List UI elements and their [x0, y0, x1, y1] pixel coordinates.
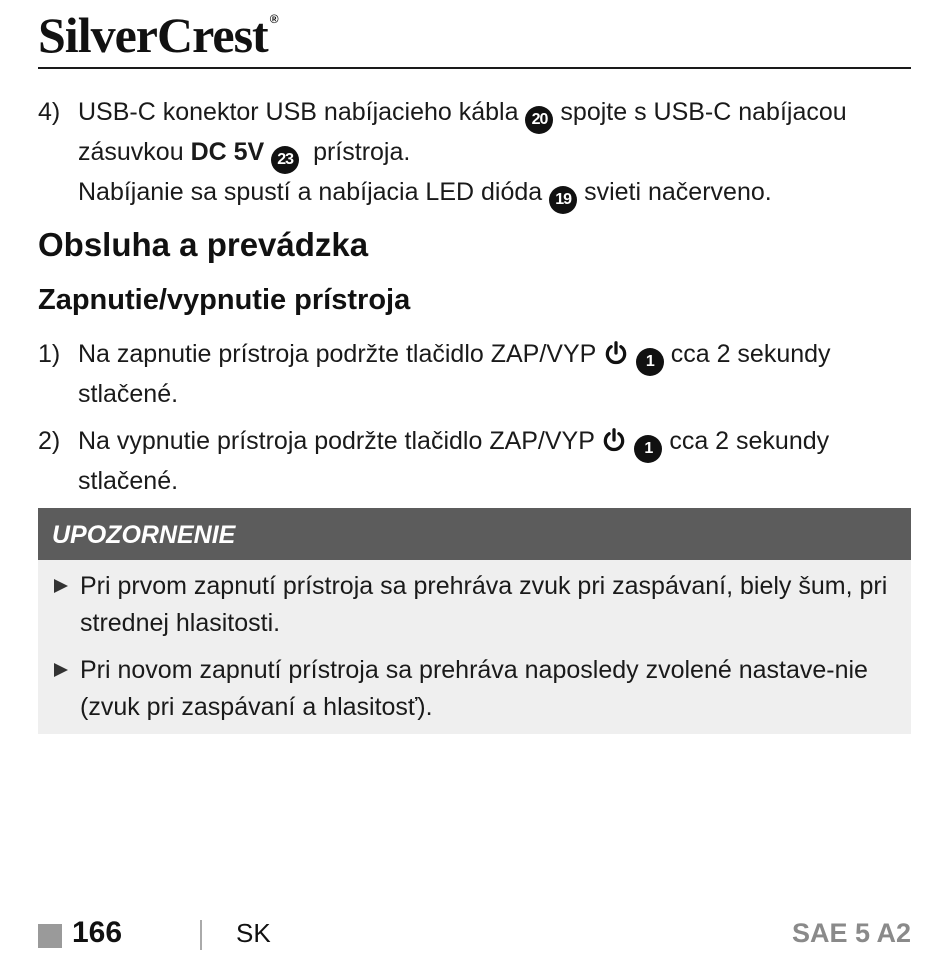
language-code: SK [236, 918, 271, 948]
step-text-part: prístroja. [313, 138, 411, 166]
header-rule [38, 67, 911, 69]
section-heading: Obsluha a prevádzka [38, 226, 369, 263]
ref-badge-20: 20 [525, 106, 553, 134]
operation-step [38, 423, 911, 500]
step-number: 1) [38, 340, 61, 368]
footer-square-marker [38, 924, 62, 948]
page-footer [38, 916, 911, 956]
triangle-bullet-icon [52, 652, 80, 726]
ref-badge-1: 1 [634, 435, 662, 463]
step-text [78, 423, 911, 500]
step-text-part: Nabíjanie sa spustí a nabíjacia LED dióda [78, 178, 543, 206]
power-icon [603, 340, 629, 366]
footer-separator [200, 920, 202, 950]
page-number: 166 [72, 916, 123, 949]
note-heading: UPOZORNENIE [38, 508, 911, 560]
charging-instructions [38, 94, 911, 214]
step-text-part: cca 2 sekundy stlačené. [78, 427, 830, 495]
note-list [38, 560, 911, 726]
step-text-part: Na vypnutie prístroja podržte tlačidlo ZAP/VYP [78, 427, 595, 455]
note-item-text: Pri prvom zapnutí prístroja sa prehráva zvuk pri zaspávaní, biely šum, pri strednej hlasitosti. [80, 572, 888, 637]
triangle-bullet-icon [52, 568, 80, 642]
ref-badge-23: 23 [271, 146, 299, 174]
operation-step [38, 336, 911, 413]
step-text [78, 94, 911, 214]
brand-logo [38, 6, 278, 64]
step-text-part: USB-C konektor USB nabíjacieho kábla [78, 98, 519, 126]
step-text-part: cca 2 sekundy stlačené. [78, 340, 831, 408]
note-item-text: Pri novom zapnutí prístroja sa prehráva naposledy zvolené nastave-nie (zvuk pri zaspávaní a hlasitosť). [80, 656, 868, 721]
step-text-part: Na zapnutie prístroja podržte tlačidlo ZAP/VYP [78, 340, 596, 368]
power-icon [601, 427, 627, 453]
note-box [38, 508, 911, 734]
ref-badge-19: 19 [549, 186, 577, 214]
socket-label: DC 5V [190, 138, 265, 166]
brand-name: SilverCrest [38, 7, 268, 63]
subsection-heading: Zapnutie/vypnutie prístroja [38, 284, 411, 316]
registered-mark: ® [269, 12, 278, 26]
step-text-part: svieti načerveno. [584, 178, 772, 206]
step-number: 4) [38, 98, 61, 126]
step-4 [38, 94, 911, 214]
note-item [52, 568, 891, 642]
step-text-part: spojte s USB-C nabíjacou zásuvkou [78, 98, 847, 166]
step-text [78, 336, 911, 413]
operation-steps [38, 336, 911, 510]
model-number: SAE 5 A2 [791, 918, 911, 948]
step-number: 2) [38, 427, 61, 455]
ref-badge-1: 1 [636, 348, 664, 376]
note-item [52, 652, 891, 726]
